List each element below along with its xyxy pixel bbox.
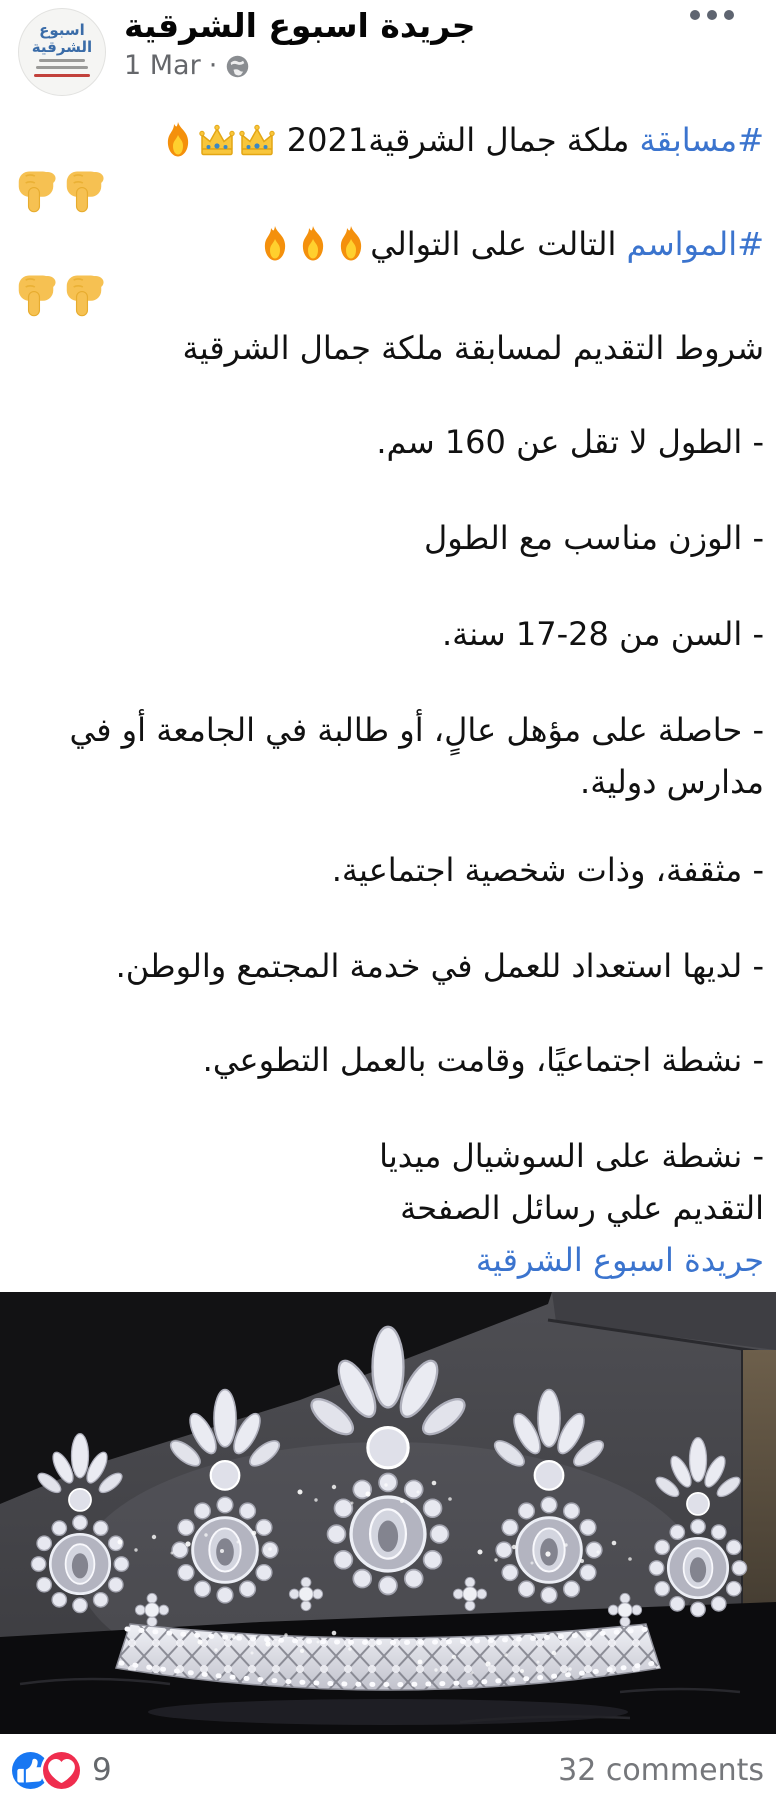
reaction-count: 9 — [92, 1752, 112, 1788]
post-bullet — [12, 512, 764, 564]
post-options-button[interactable] — [690, 10, 734, 20]
pointing-down-emoji — [63, 272, 105, 318]
fire-emoji — [161, 121, 195, 159]
closing-line: التقديم علي رسائل الصفحة — [400, 1189, 764, 1227]
bullet-weight: - الوزن مناسب مع الطول — [424, 519, 764, 557]
fire-emoji — [258, 225, 292, 263]
comments-count[interactable]: 32 comments — [558, 1752, 764, 1788]
dot — [707, 10, 717, 20]
post-footer — [0, 1734, 776, 1800]
post-bullet — [12, 608, 764, 660]
post-intro-line: شروط التقديم لمسابقة ملكة جمال الشرقية — [182, 329, 764, 367]
love-reaction-icon — [43, 1752, 80, 1789]
post-closing-paragraph — [12, 1130, 764, 1286]
dot — [690, 10, 700, 20]
post-line-3 — [12, 218, 764, 270]
globe-privacy-icon — [225, 54, 250, 79]
avatar-logo-text: اسبوع الشرقية — [31, 21, 93, 56]
post-bullet — [12, 1034, 764, 1086]
reactions-summary[interactable] — [12, 1752, 112, 1789]
bullet-social-media: - نشطة على السوشيال ميديا — [379, 1137, 764, 1175]
bullet-age: - السن من 28-17 سنة. — [441, 615, 764, 653]
bullet-height: - الطول لا تقل عن 160 سم. — [376, 423, 764, 461]
avatar-logo-line — [39, 59, 85, 62]
post-line-1-text: ملكة جمال الشرقية2021 — [276, 121, 640, 159]
header-text-block — [0, 0, 776, 81]
page-mention-link[interactable]: جريدة اسبوع الشرقية — [475, 1241, 764, 1279]
avatar-logo-phone-line — [34, 74, 90, 77]
page-avatar[interactable] — [18, 8, 106, 96]
post-header — [0, 0, 776, 98]
post-text — [0, 98, 776, 1292]
bullet-personality: - مثقفة، وذات شخصية اجتماعية. — [331, 851, 764, 889]
pointing-down-emoji — [15, 272, 57, 318]
dot — [724, 10, 734, 20]
hashtag-link[interactable]: #مسابقة — [639, 121, 764, 159]
post-timestamp[interactable]: 1 Mar — [124, 50, 201, 81]
page-name[interactable]: جريدة اسبوع الشرقية — [124, 6, 476, 45]
bullet-volunteer: - نشطة اجتماعيًا، وقامت بالعمل التطوعي. — [202, 1041, 764, 1079]
crown-emoji — [239, 123, 275, 159]
hashtag-link[interactable]: #المواسم — [626, 225, 764, 263]
post-meta-row — [124, 51, 776, 81]
post-bullet — [12, 416, 764, 468]
fire-emoji — [296, 225, 330, 263]
crown-emoji — [199, 123, 235, 159]
bullet-education: - حاصلة على مؤهل عالٍ، أو طالبة في الجامعة أو في مدارس دولية. — [69, 711, 764, 801]
pointing-down-emoji — [63, 168, 105, 214]
post-bullet — [12, 704, 764, 808]
post-paragraph-hashtags — [12, 114, 764, 374]
avatar-logo-line — [36, 66, 88, 69]
fire-emoji — [334, 225, 368, 263]
post-line-3-text: التالت على التوالي — [370, 225, 627, 263]
meta-separator: · — [208, 50, 218, 81]
post-line-4 — [12, 270, 764, 322]
bullet-community: - لديها استعداد للعمل في خدمة المجتمع والوطن. — [115, 947, 764, 985]
post-line-1 — [12, 114, 764, 166]
pointing-down-emoji — [15, 168, 57, 214]
post-bullet — [12, 844, 764, 896]
post-line-2 — [12, 166, 764, 218]
post-photo[interactable] — [0, 1292, 776, 1734]
post-bullet — [12, 940, 764, 992]
